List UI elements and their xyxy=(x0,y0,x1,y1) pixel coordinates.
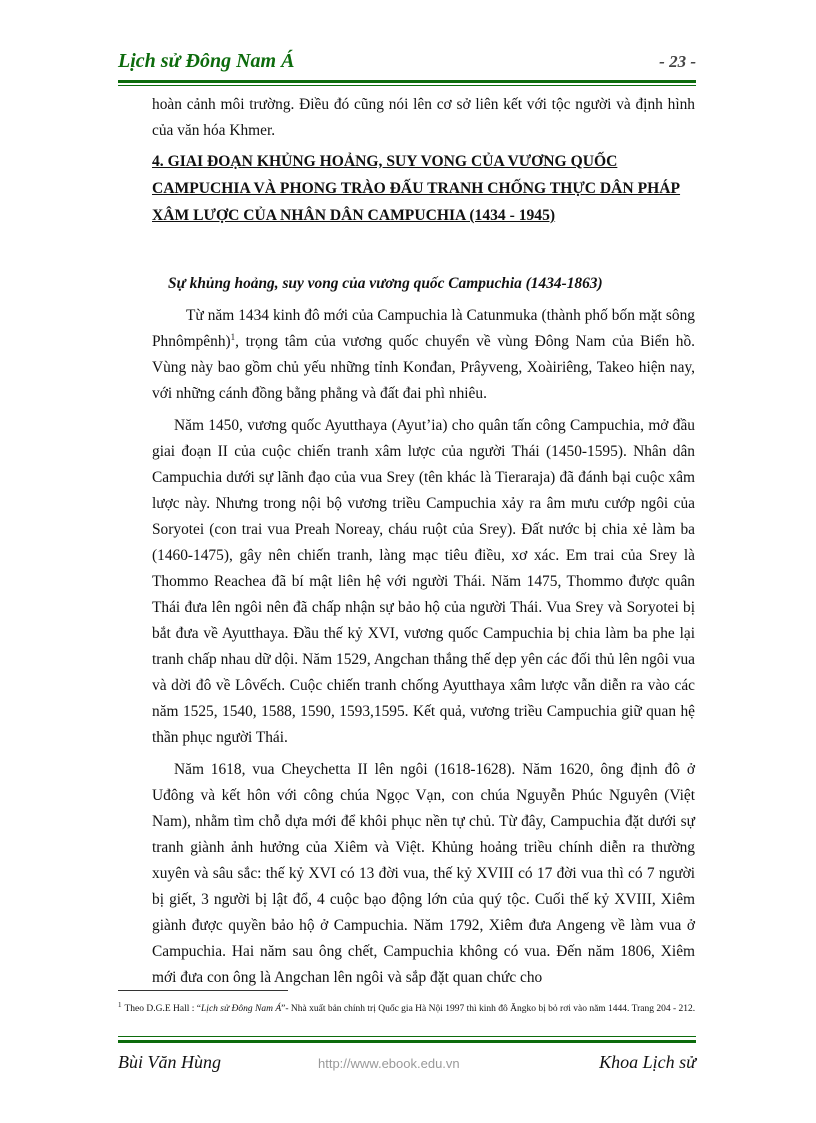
footnote-mark: 1 xyxy=(118,1001,122,1009)
header-rule xyxy=(118,80,696,83)
footer-rule-thin xyxy=(118,1036,696,1037)
footnote xyxy=(118,997,696,1017)
page-footer xyxy=(118,1036,696,1086)
page-body xyxy=(152,92,695,991)
page-header xyxy=(118,44,696,80)
footnote-separator xyxy=(118,990,288,991)
paragraph-2: Năm 1450, vương quốc Ayutthaya (Ayut’ia) cho quân tấn công Campuchia, mở đầu giai đoạn II của cuộc chiến tranh xâm lược của người Thái (1450-1595). Nhân dân Campuchia dưới sự lãnh đạo của vua Srey (tên khác là Tieraraja) đã đánh bại cuộc xâm lược này. Nhưng trong nội bộ vương triều Campuchia xảy ra âm mưu cướp ngôi của Soryotei (con trai vua Preah Noreay, cháu ruột của Srey). Đất nước bị chia xẻ làm ba (1460-1475), gây nên chiến tranh, làng mạc tiêu điều, xơ xác. Em trai của Srey là Thommo Reachea đã bí mật liên hệ với người Thái. Năm 1475, Thommo được quân Thái đưa lên ngôi nên đã chấp nhận sự bảo hộ của người Thái. Vua Srey và Soryotei bị bắt đưa về Ayutthaya. Đầu thế kỷ XVI, vương quốc Campuchia bị chia làm ba phe lại tranh chấp nhau dữ dội. Năm 1529, Angchan thắng thế dẹp yên các đối thủ lên ngôi vua và dời đô về Lôvếch. Cuộc chiến tranh chống Ayutthaya xâm lược vẫn diễn ra vào các năm 1525, 1540, 1588, 1590, 1593,1595. Kết quả, vương triều Campuchia giữ quan hệ thần phục người Thái. xyxy=(152,417,695,746)
book-title: Lịch sử Đông Nam Á xyxy=(118,50,295,72)
footer-rule xyxy=(118,1040,696,1043)
continuation-paragraph: hoàn cảnh môi trường. Điều đó cũng nói lên cơ sở liên kết với tộc người và định hình của văn hóa Khmer. xyxy=(152,96,695,139)
section-heading: 4. GIAI ĐOẠN KHỦNG HOẢNG, SUY VONG CỦA VƯƠNG QUỐC CAMPUCHIA VÀ PHONG TRÀO ĐẤU TRANH CHỐNG THỰC DÂN PHÁP XÂM LƯỢC CỦA NHÂN DÂN CAMPUCHIA (1434 - 1945) xyxy=(152,153,681,224)
footnote-reference: 1 xyxy=(230,331,236,342)
footnote-book-title: Lịch sử Đông Nam Á xyxy=(201,1004,282,1015)
footnote-suffix: ”- Nhà xuất bản chính trị Quốc gia Hà Nội 1997 thì kinh đô Ăngko bị bỏ rơi vào năm 1444. Trang 204 - 212. xyxy=(281,1004,696,1015)
page-number: - 23 - xyxy=(659,52,696,71)
paragraph-3: Năm 1618, vua Cheychetta II lên ngôi (1618-1628). Năm 1620, ông định đô ở Uđông và kết hôn với công chúa Ngọc Vạn, con chúa Nguyễn Phúc Nguyên (Việt Nam), nhằm tìm chỗ dựa mới để khôi phục nền tự chủ. Từ đây, Campuchia đặt dưới sự tranh giành ảnh hưởng của Xiêm và Việt. Khủng hoảng triều chính diễn ra thường xuyên và sâu sắc: thế kỷ XVI có 13 đời vua, thế kỷ XVIII có 17 đời vua thì có 7 người bị giết, 3 người bị lật đổ, 4 cuộc bạo động lớn của quý tộc. Cuối thế kỷ XVIII, Xiêm giành được quyền bảo hộ ở Campuchia. Năm 1792, Xiêm đưa Angeng về làm vua ở Campuchia. Hai năm sau ông chết, Campuchia không có vua. Đến năm 1806, Xiêm mới đưa con ông là Angchan lên ngôi và sắp đặt quan chức cho xyxy=(152,761,695,986)
footnote-prefix: Theo D.G.E Hall : “ xyxy=(124,1004,202,1015)
website-url: http://www.ebook.edu.vn xyxy=(318,1056,460,1071)
author-name: Bùi Văn Hùng xyxy=(118,1052,221,1072)
header-rule-thin xyxy=(118,85,696,86)
paragraph-1-text-b: , trọng tâm của vương quốc chuyển về vùng Đông Nam của Biển hồ. Vùng này bao gồm chủ yếu những tỉnh Konđan, Prâyveng, Xoàiriêng, Takeo hiện nay, với những cánh đồng bằng phẳng và đất đai phì nhiêu. xyxy=(152,333,695,402)
department-name: Khoa Lịch sử xyxy=(599,1052,696,1072)
subheading: Sự khủng hoảng, suy vong của vương quốc Campuchia (1434-1863) xyxy=(168,275,603,292)
paragraph-1 xyxy=(152,303,695,407)
paragraph-1-text-a: Từ năm 1434 kinh đô mới của Campuchia là Catunmuka (thành phố bốn mặt sông Phnômpênh) xyxy=(152,307,695,350)
